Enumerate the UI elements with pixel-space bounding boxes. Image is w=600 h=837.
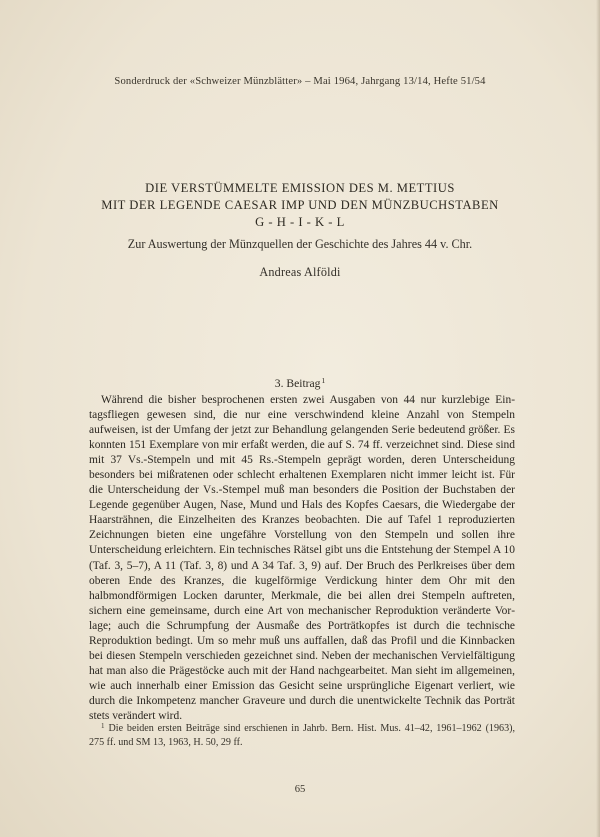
title-line-2: MIT DER LEGENDE CAESAR IMP UND DEN MÜNZBUCHSTABEN xyxy=(101,198,499,212)
section-heading xyxy=(0,376,600,390)
offprint-header: Sonderdruck der «Schweizer Münzblätter» – Mai 1964, Jahrgang 13/14, Hefte 51/54 xyxy=(114,76,486,87)
article-author: Andreas Alföldi xyxy=(259,265,341,279)
footnote-reference: 1 xyxy=(321,376,326,385)
article-subtitle: Zur Auswertung der Münzquellen der Geschichte des Jahres 44 v. Chr. xyxy=(127,237,473,251)
title-block xyxy=(0,180,600,280)
body-paragraph: Während die bisher besprochenen ersten zwei Ausgaben von 44 nur kurzlebige Eintagsfliegen gewesen sind, die nur eine verschwindend kleine Anzahl von Stempeln aufweisen, ist der Umfang der jetzt zur Behandlung gelangenden Serie bedeutend größer. Es konnten 151 Exemplare von mir erfaßt werden, die auf S. 74 ff. verzeichnet sind. Diese sind mit 37 Vs.-Stempeln und mit 45 Rs.-Stempeln geprägt worden, deren Unterscheidung besonders bei mißratenen oder schlecht erhaltenen Exemplaren nicht immer leicht ist. Für die Unterscheidung der Vs.-Stempel muß man besonders die Position der Buchstaben der Legende gegenüber Augen, Nase, Mund und Hals des Kopfes Caesars, die Wiedergabe der Haarsträhnen, die Einzelheiten des Kranzes beobachten. Die auf Tafel 1 reproduzierten Zeichnungen bieten eine ungefähre Vorstellung von den Stempeln und sollen ihre Unterscheidung erleichtern. Ein technisches Rätsel gibt uns die Entstehung der Stempel A 10 (Taf. 3, 5–7), A 11 (Taf. 3, 8) und A 34 Taf. 3, 9) auf. Der Bruch des Perlkreises über dem oberen Ende des Kranzes, die kugelförmige Verdickung hinter dem Ohr mit den halbmondförmigen Locken darunter, Merkmale, die bei allen drei Stempeln auftreten, sichern eine gemeinsame, durch eine Art von mechanischer Reproduktion veränderte Vorlage; auch die Schrumpfung der Ausmaße des Porträtkopfes ist durch die technische Reproduktion bedingt. Um so mehr muß uns auffallen, daß das Profil und die Kinnbacken bei diesen Stempeln verschieden gezeichnet sind. Neben der mechanischen Vervielfältigung hat man also die Prägestöcke auch mit der Hand nachgearbeitet. Man sieht im allgemeinen, wie auch innerhalb einer Emission das Gesicht seine ursprüngliche Eigenart verliert, wie durch die Inkompetenz mancher Graveure und durch die unentwickelte Technik das Porträt stets verändert wird. xyxy=(89,394,515,722)
title-line-1: DIE VERSTÜMMELTE EMISSION DES M. METTIUS xyxy=(145,181,455,195)
section-heading-text: 3. Beitrag xyxy=(274,377,321,390)
page-edge-shadow xyxy=(596,0,600,837)
footnote-text: Die beiden ersten Beiträge sind erschienen in Jahrb. Bern. Hist. Mus. 41–42, 1961–1962 (1963), 275 ff. und SM 13, 1963, H. 50, 29 ff. xyxy=(89,723,515,748)
page-number: 65 xyxy=(294,784,306,795)
footnote-marker: 1 xyxy=(101,722,105,730)
title-line-3: G - H - I - K - L xyxy=(255,215,345,229)
footnote xyxy=(89,719,515,750)
